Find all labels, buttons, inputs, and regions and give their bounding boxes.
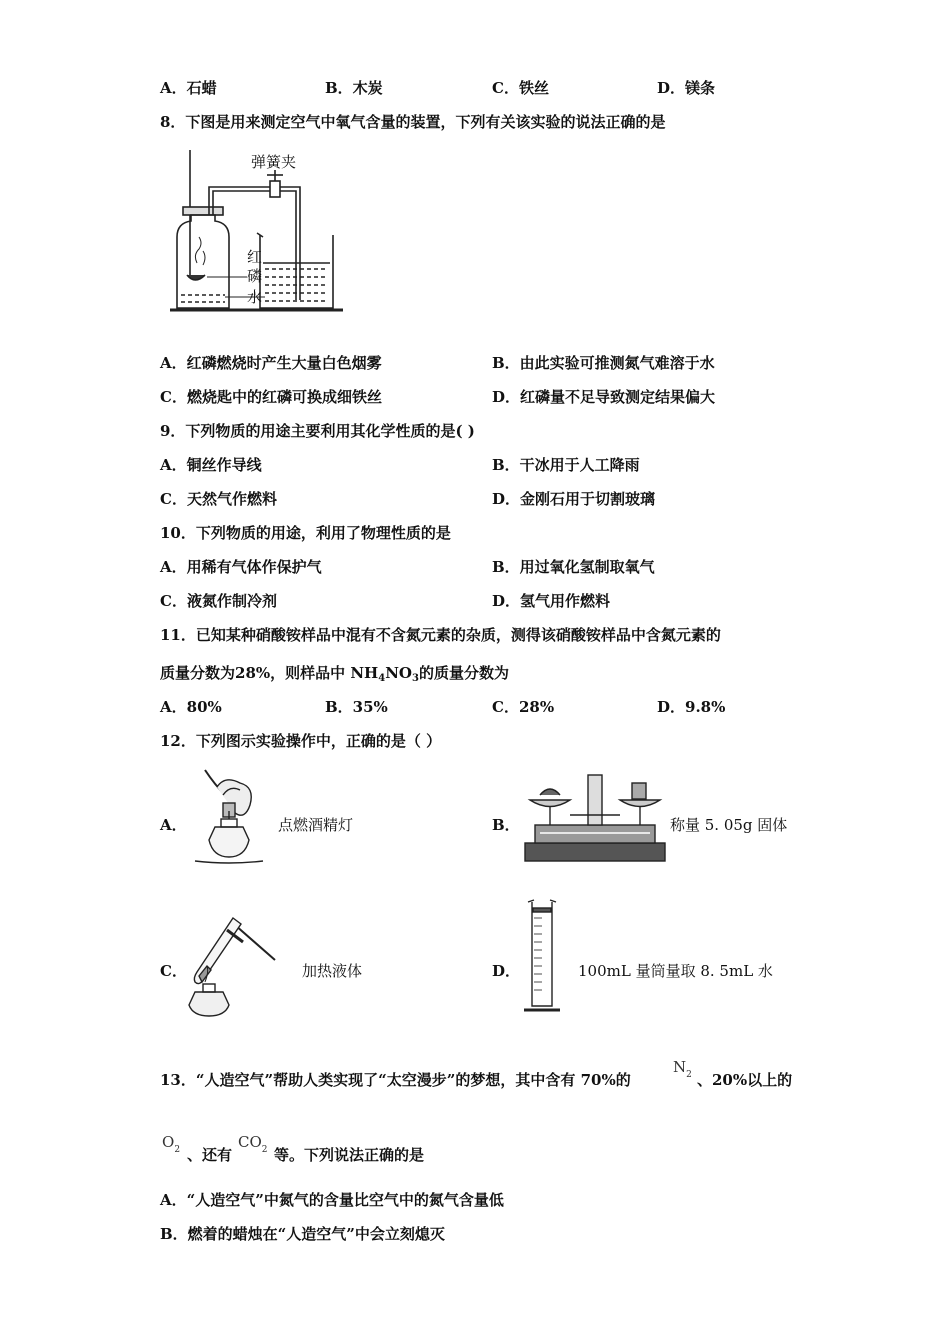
q8-option-a: A．红磷燃烧时产生大量白色烟雾 (160, 354, 382, 372)
q10-option-c: C．液氮作制冷剂 (160, 592, 277, 610)
q11-option-a: A．80% (160, 698, 222, 716)
q9-option-c: C．天然气作燃料 (160, 490, 277, 508)
q9-stem: 9．下列物质的用途主要利用其化学性质的是( ) (160, 422, 475, 440)
red-phosphorus-label-2: 磷 (247, 267, 263, 285)
q12-option-b-caption: 称量 5. 05g 固体 (670, 816, 788, 834)
q9-option-b: B．干冰用于人工降雨 (492, 456, 640, 474)
q11-stem-line1: 11．已知某种硝酸铵样品中混有不含氮元素的杂质，测得该硝酸铵样品中含氮元素的 (160, 626, 721, 644)
q8-option-d: D．红磷量不足导致测定结果偏大 (492, 388, 716, 406)
q8-option-c: C．燃烧匙中的红磷可换成细铁丝 (160, 388, 382, 406)
q13-stem-line2-end: 等。下列说法正确的是 (274, 1146, 425, 1164)
alcohol-lamp-lighting-figure (185, 765, 275, 865)
q10-option-d: D．氢气用作燃料 (492, 592, 611, 610)
co2-formula: $CO_2$ (238, 1133, 268, 1155)
q10-option-a: A．用稀有气体作保护气 (160, 558, 322, 576)
q13-stem-line1-end: 、20%以上的 (697, 1071, 793, 1089)
q13-stem-line1-text: 13．“人造空气”帮助人类实现了“太空漫步”的梦想，其中含有 70%的 (160, 1071, 631, 1089)
q9-option-d: D．金刚石用于切割玻璃 (492, 490, 656, 508)
q13-stem-line2-mid: 、还有 (187, 1146, 233, 1164)
graduated-cylinder-figure (520, 898, 565, 1016)
q12-option-c-letter: C． (160, 962, 187, 980)
q12-option-a-caption: 点燃酒精灯 (278, 816, 354, 834)
q7-option-d: D．镁条 (657, 79, 716, 97)
q11-option-d: D．9.8% (657, 698, 726, 716)
q12-option-a-letter: A． (160, 816, 187, 834)
q8-stem: 8．下图是用来测定空气中氧气含量的装置，下列有关该实验的说法正确的是 (160, 113, 666, 131)
q12-option-b-letter: B． (492, 816, 520, 834)
q8-option-b: B．由此实验可推测氮气难溶于水 (492, 354, 715, 372)
q13-option-b: B．燃着的蜡烛在“人造空气”中会立刻熄灭 (160, 1225, 445, 1243)
q7-option-b: B．木炭 (325, 79, 383, 97)
heating-liquid-figure (185, 910, 300, 1020)
clip-label: 弹簧夹 (251, 153, 297, 171)
water-label: 水 (247, 288, 263, 306)
q9-option-a: A．铜丝作导线 (160, 456, 262, 474)
oxygen-measurement-apparatus-figure (165, 145, 355, 315)
q12-option-d-letter: D． (492, 962, 521, 980)
red-phosphorus-label-1: 红 (247, 248, 263, 266)
q11-option-c: C．28% (492, 698, 555, 716)
balance-weighing-figure (520, 765, 670, 865)
q12-option-c-caption: 加热液体 (302, 962, 363, 980)
q12-stem: 12．下列图示实验操作中，正确的是（ ） (160, 732, 442, 750)
n2-formula: $N_2$ (673, 1058, 692, 1080)
q7-option-a: A．石蜡 (160, 79, 217, 97)
q11-option-b: B．35% (325, 698, 388, 716)
q10-stem: 10．下列物质的用途，利用了物理性质的是 (160, 524, 451, 542)
q10-option-b: B．用过氧化氢制取氧气 (492, 558, 655, 576)
o2-formula: $O_2$ (162, 1133, 181, 1155)
q13-option-a: A．“人造空气”中氮气的含量比空气中的氮气含量低 (160, 1191, 504, 1209)
q11-stem-line2: 质量分数为28%，则样品中 $NH_4NO_3$的质量分数为 (160, 664, 509, 684)
q12-option-d-caption: 100mL 量筒量取 8. 5mL 水 (578, 962, 773, 980)
q7-option-c: C．铁丝 (492, 79, 549, 97)
